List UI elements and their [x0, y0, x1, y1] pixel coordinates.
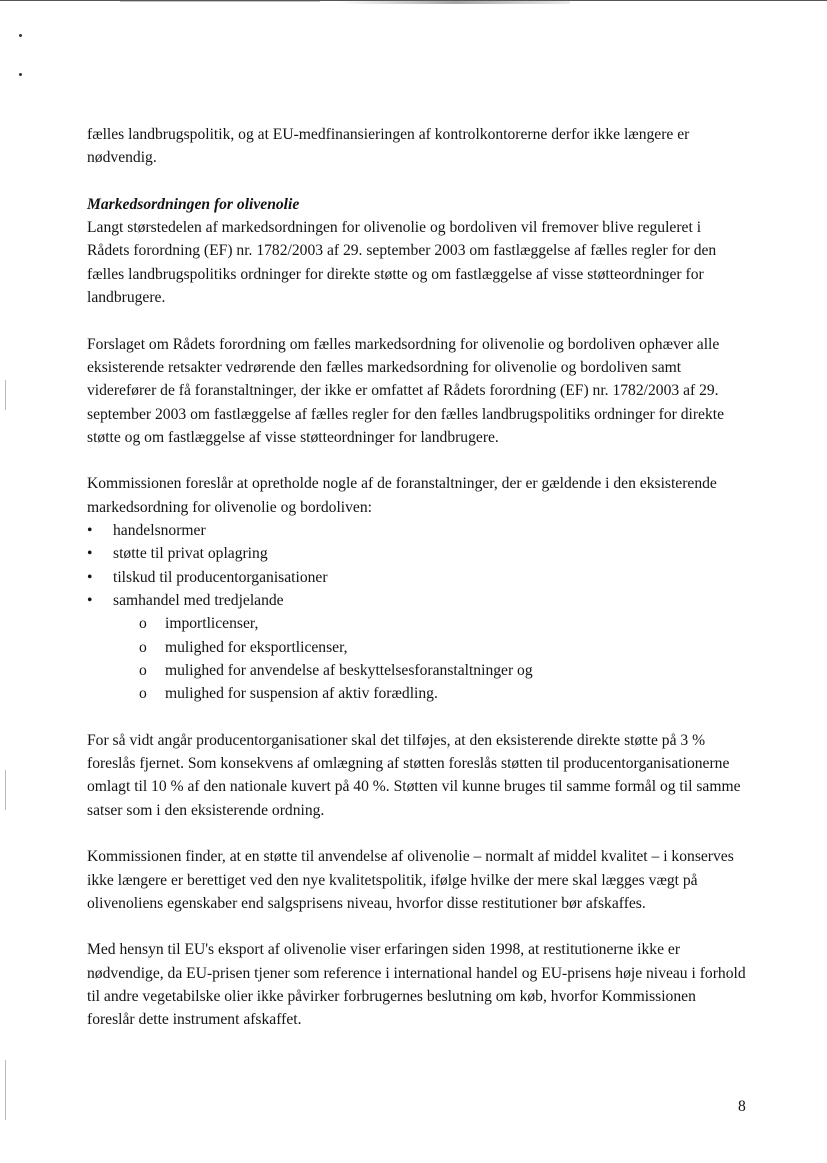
scan-artifact — [340, 1, 570, 4]
sub-bullet-list — [113, 612, 747, 705]
list-item: • handelsnormer — [87, 519, 747, 542]
section-paragraph: Kommissionen finder, at en støtte til anvendelse af olivenolie – normalt af middel kvalitet – i konserves ikke længere er berettiget ved den nye kvalitetspolitik, ifølge hvilke der mere skal lægges vægt på olivenoliens egenskaber end salgsprisens niveau, hvorfor disse restitutioner bør afskaffes. — [87, 848, 734, 912]
document-body — [87, 123, 747, 1055]
list-item — [87, 589, 747, 705]
margin-artifact — [5, 380, 6, 410]
sub-list-item: o importlicenser, — [139, 612, 747, 635]
sub-list-item: o mulighed for eksportlicenser, — [139, 636, 747, 659]
measures-list-block — [87, 472, 747, 705]
section-paragraph: Med hensyn til EU's eksport af olivenolie viser erfaringen siden 1998, at restitutionerne ikke er nødvendige, da EU-prisen tjener som reference i international handel og EU-prisens høje niveau i forhold til andre vegetabilske olier ikke påvirker forbrugernes beslutning om køb, hvorfor Kommissionen foreslår dette instrument afskaffet. — [87, 941, 746, 1029]
page-number: 8 — [738, 1098, 746, 1115]
list-item: • tilskud til producentorganisationer — [87, 566, 747, 589]
margin-speck — [19, 73, 22, 76]
list-intro: Kommissionen foreslår at opretholde nogle af de foranstaltninger, der er gældende i den eksisterende markedsordning for olivenolie og bordoliven: — [87, 475, 717, 516]
intro-paragraph: fælles landbrugspolitik, og at EU-medfinansieringen af kontrolkontorerne derfor ikke længere er nødvendig. — [87, 126, 690, 167]
list-item-label: samhandel med tredjelande — [113, 591, 284, 609]
scan-artifact — [120, 0, 320, 2]
margin-artifact — [5, 770, 6, 810]
section-paragraph: For så vidt angår producentorganisationer skal det tilføjes, at den eksisterende direkte støtte på 3 % foreslås fjernet. Som konsekvens af omlægning af støtten foreslås støtten til producentorganisationerne omlagt til 10 % af den nationale kuvert på 40 %. Støtten vil kunne bruges til samme formål og til samme satser som i den eksisterende ordning. — [87, 731, 741, 819]
list-item: • støtte til privat oplagring — [87, 542, 747, 565]
section-paragraph: Langt størstedelen af markedsordningen for olivenolie og bordoliven vil fremover blive reguleret i Rådets forordning (EF) nr. 1782/2003 af 29. september 2003 om fastlæggelse af fælles regler for den fælles landbrugspolitiks ordninger for direkte støtte og om fastlæggelse af visse støtteordninger for landbrugere. — [87, 219, 717, 307]
margin-artifact — [5, 1060, 6, 1120]
section-heading: Markedsordningen for olivenolie — [87, 195, 300, 213]
bullet-list — [87, 519, 747, 705]
sub-list-item: o mulighed for suspension af aktiv forædling. — [139, 682, 747, 705]
margin-speck — [19, 34, 22, 37]
sub-list-item: o mulighed for anvendelse af beskyttelsesforanstaltninger og — [139, 659, 747, 682]
section-paragraph: Forslaget om Rådets forordning om fælles markedsordning for olivenolie og bordoliven ophæver alle eksisterende retsakter vedrørende den fælles markedsordning for olivenolie og bordoliven samt viderefører de få foranstaltninger, der ikke er omfattet af Rådets forordning (EF) nr. 1782/2003 af 29. september 2003 om fastlæggelse af fælles regler for den fælles landbrugspolitiks ordninger for direkte støtte og om fastlæggelse af visse støtteordninger for landbrugere. — [87, 335, 725, 446]
